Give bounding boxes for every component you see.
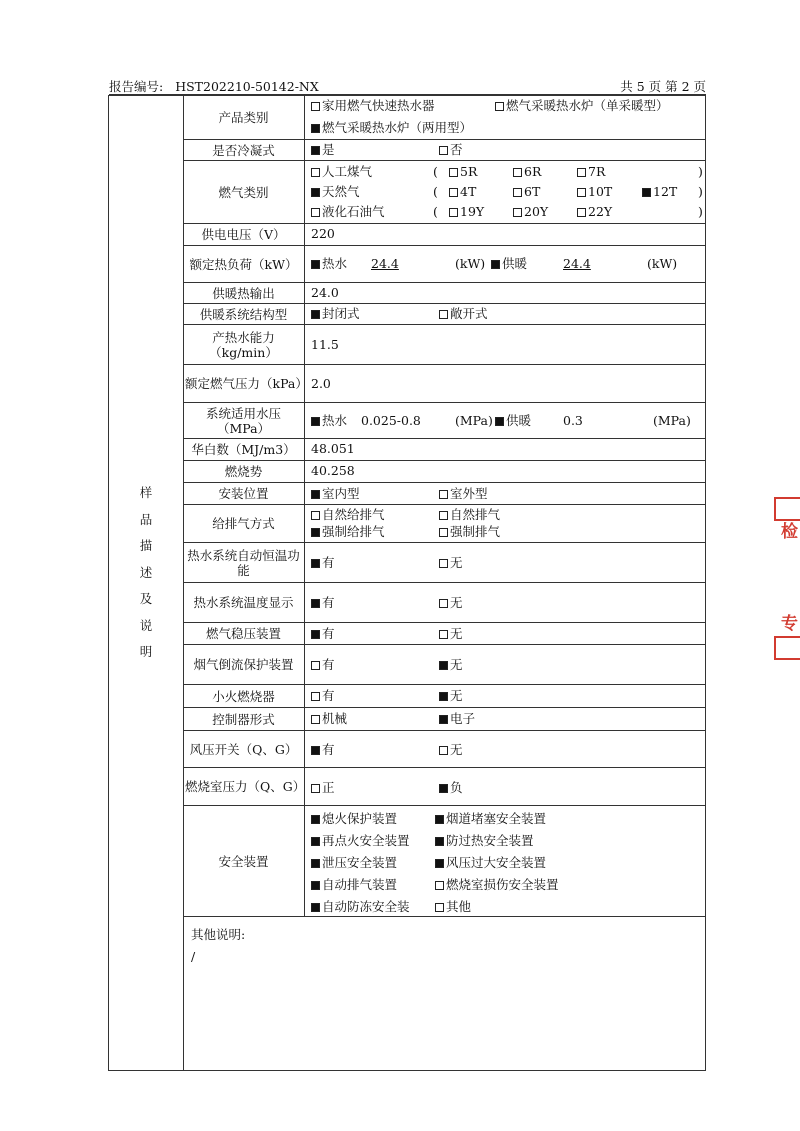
option-negative[interactable]: 负: [439, 780, 463, 796]
checkbox-unchecked-icon[interactable]: [311, 511, 320, 520]
option-artificial-gas[interactable]: 人工煤气: [311, 164, 372, 180]
option-no[interactable]: 无: [439, 742, 463, 758]
option-wind-overpressure[interactable]: 风压过大安全装置: [435, 855, 546, 871]
option-flameout-protection[interactable]: 熄火保护装置: [311, 811, 397, 827]
row-label: 安装位置: [183, 483, 305, 504]
row-backdraft-protection: [183, 645, 706, 685]
option-no[interactable]: 无: [439, 555, 463, 571]
option-hot-water[interactable]: 热水: [311, 413, 347, 429]
checkbox-unchecked-icon[interactable]: [495, 102, 504, 111]
heating-load-value: 24.4: [563, 256, 591, 271]
checkbox-unchecked-icon[interactable]: [577, 188, 586, 197]
row-combustion-potential: [183, 461, 706, 483]
heating-pressure-value: 0.3: [563, 413, 583, 428]
report-number-value: HST202210-50142-NX: [175, 79, 319, 94]
row-gas-type: [183, 161, 706, 224]
option-open[interactable]: 敞开式: [439, 306, 488, 322]
checkbox-unchecked-icon[interactable]: [311, 784, 320, 793]
option-outdoor[interactable]: 室外型: [439, 486, 488, 502]
checkbox-unchecked-icon[interactable]: [439, 559, 448, 568]
option-10t[interactable]: 10T: [577, 184, 612, 200]
row-label: 烟气倒流保护装置: [183, 645, 305, 684]
row-label: 燃烧势: [183, 461, 305, 482]
option-22y[interactable]: 22Y: [577, 204, 612, 220]
row-label: 额定燃气压力（kPa）: [183, 365, 305, 402]
checkbox-unchecked-icon[interactable]: [449, 188, 458, 197]
row-label: 燃气稳压装置: [183, 623, 305, 644]
checkbox-checked-icon[interactable]: [439, 784, 448, 793]
option-combi-boiler[interactable]: 燃气采暖热水炉（两用型）: [311, 120, 472, 136]
row-label: 系统适用水压（MPa）: [183, 403, 305, 438]
checkbox-checked-icon[interactable]: [311, 837, 320, 846]
row-safety-devices: [183, 806, 706, 917]
option-6r[interactable]: 6R: [513, 164, 541, 180]
row-wind-pressure-switch: [183, 731, 706, 768]
row-heat-load: [183, 246, 706, 283]
paren: ): [698, 164, 703, 179]
row-condensing: [183, 140, 706, 161]
row-flue-type: [183, 505, 706, 543]
row-temp-display: [183, 583, 706, 623]
row-label: 燃烧室压力（Q、G）: [183, 768, 305, 805]
option-yes[interactable]: 有: [311, 626, 335, 642]
row-label: 风压开关（Q、G）: [183, 731, 305, 767]
row-heating-output: [183, 283, 706, 304]
paren: ): [698, 184, 703, 199]
checkbox-unchecked-icon[interactable]: [439, 528, 448, 537]
row-label: 燃气类别: [183, 161, 305, 223]
checkbox-unchecked-icon[interactable]: [513, 188, 522, 197]
row-thermostat: [183, 543, 706, 583]
sidebar-char: 明: [139, 644, 153, 659]
sidebar-char: 样: [139, 485, 153, 500]
option-19y[interactable]: 19Y: [449, 204, 484, 220]
row-water-pressure: [183, 403, 706, 439]
option-natural-gas[interactable]: 天然气: [311, 184, 360, 200]
option-yes[interactable]: 有: [311, 555, 335, 571]
value: 48.051: [311, 441, 355, 456]
page-info: 共 5 页 第 2 页: [620, 79, 706, 94]
row-pilot-burner: [183, 685, 706, 708]
row-label: 产品类别: [183, 95, 305, 139]
checkbox-checked-icon[interactable]: [311, 903, 320, 912]
option-no[interactable]: 无: [439, 626, 463, 642]
checkbox-checked-icon[interactable]: [311, 146, 320, 155]
option-reignition[interactable]: 再点火安全装置: [311, 833, 410, 849]
sidebar-label: [108, 480, 184, 666]
row-label: 额定热负荷（kW）: [183, 246, 305, 282]
checkbox-unchecked-icon[interactable]: [439, 630, 448, 639]
option-yes[interactable]: 有: [311, 595, 335, 611]
unit: (MPa): [653, 413, 691, 428]
value: 40.258: [311, 463, 355, 478]
paren: (: [433, 184, 438, 199]
option-5r[interactable]: 5R: [449, 164, 477, 180]
checkbox-checked-icon[interactable]: [311, 599, 320, 608]
checkbox-checked-icon[interactable]: [311, 417, 320, 426]
page-header: [109, 77, 706, 93]
option-mechanical[interactable]: 机械: [311, 711, 347, 727]
option-pressure-relief[interactable]: 泄压安全装置: [311, 855, 397, 871]
stamp-char: 专: [781, 614, 798, 634]
hot-water-load-value: 24.4: [371, 256, 399, 271]
option-closed[interactable]: 封闭式: [311, 306, 360, 322]
option-other[interactable]: 其他: [435, 899, 471, 915]
value: 11.5: [311, 337, 339, 352]
option-forced-exhaust[interactable]: 强制排气: [439, 524, 500, 540]
checkbox-unchecked-icon[interactable]: [311, 168, 320, 177]
checkbox-checked-icon[interactable]: [311, 630, 320, 639]
checkbox-unchecked-icon[interactable]: [513, 208, 522, 217]
row-label: 是否冷凝式: [183, 140, 305, 160]
option-6t[interactable]: 6T: [513, 184, 540, 200]
option-gas-water-heater[interactable]: 家用燃气快速热水器: [311, 98, 435, 114]
row-hot-water-capacity: [183, 325, 706, 365]
checkbox-unchecked-icon[interactable]: [449, 208, 458, 217]
hot-water-pressure-value: 0.025-0.8: [361, 413, 421, 428]
checkbox-checked-icon[interactable]: [642, 188, 651, 197]
row-label: 热水系统温度显示: [183, 583, 305, 622]
checkbox-checked-icon[interactable]: [439, 661, 448, 670]
row-label: 安全装置: [183, 806, 305, 916]
row-controller-type: [183, 708, 706, 731]
option-positive[interactable]: 正: [311, 780, 335, 796]
option-natural-exhaust[interactable]: 自然排气: [439, 507, 500, 523]
checkbox-checked-icon[interactable]: [311, 528, 320, 537]
option-lpg[interactable]: 液化石油气: [311, 204, 385, 220]
stamp-char: 检: [781, 522, 798, 542]
option-no[interactable]: 无: [439, 595, 463, 611]
seal-stamp: [774, 497, 800, 660]
row-gas-pressure: [183, 365, 706, 403]
checkbox-checked-icon[interactable]: [495, 417, 504, 426]
checkbox-checked-icon[interactable]: [435, 815, 444, 824]
sidebar-char: 述: [139, 564, 153, 580]
checkbox-checked-icon[interactable]: [311, 260, 320, 269]
option-no[interactable]: 无: [439, 688, 463, 704]
option-natural-both[interactable]: 自然给排气: [311, 507, 385, 523]
sidebar-char: 品: [139, 511, 153, 527]
option-auto-venting[interactable]: 自动排气装置: [311, 877, 397, 893]
option-overheat[interactable]: 防过热安全装置: [435, 833, 534, 849]
row-product-category: [183, 95, 706, 140]
row-chamber-pressure: [183, 768, 706, 806]
checkbox-unchecked-icon[interactable]: [311, 715, 320, 724]
checkbox-checked-icon[interactable]: [311, 859, 320, 868]
option-electronic[interactable]: 电子: [439, 711, 475, 727]
checkbox-unchecked-icon[interactable]: [439, 599, 448, 608]
checkbox-unchecked-icon[interactable]: [311, 208, 320, 217]
row-label: 供暖系统结构型: [183, 304, 305, 324]
row-label: 给排气方式: [183, 505, 305, 542]
checkbox-unchecked-icon[interactable]: [449, 168, 458, 177]
checkbox-unchecked-icon[interactable]: [439, 511, 448, 520]
unit: (MPa): [455, 413, 493, 428]
other-notes: [183, 917, 706, 1071]
option-heating[interactable]: 供暖: [495, 413, 531, 429]
option-antifreeze[interactable]: 自动防冻安全装: [311, 899, 410, 915]
value: 24.0: [311, 285, 339, 300]
option-forced-both[interactable]: 强制给排气: [311, 524, 385, 540]
row-label: 华白数（MJ/m3）: [183, 439, 305, 460]
option-flue-blockage[interactable]: 烟道堵塞安全装置: [435, 811, 546, 827]
option-hot-water[interactable]: 热水: [311, 256, 347, 272]
row-label: 供电电压（V）: [183, 224, 305, 245]
row-install-location: [183, 483, 706, 505]
checkbox-checked-icon[interactable]: [311, 559, 320, 568]
unit: (kW): [647, 256, 678, 271]
row-label: 供暖热输出: [183, 283, 305, 303]
row-gas-stabilizer: [183, 623, 706, 645]
option-indoor[interactable]: 室内型: [311, 486, 360, 502]
checkbox-unchecked-icon[interactable]: [577, 208, 586, 217]
row-label: 产热水能力（kg/min）: [183, 325, 305, 364]
checkbox-unchecked-icon[interactable]: [311, 661, 320, 670]
checkbox-checked-icon[interactable]: [439, 715, 448, 724]
checkbox-checked-icon[interactable]: [311, 188, 320, 197]
checkbox-unchecked-icon[interactable]: [577, 168, 586, 177]
value: 2.0: [311, 376, 331, 391]
checkbox-checked-icon[interactable]: [435, 837, 444, 846]
checkbox-unchecked-icon[interactable]: [311, 102, 320, 111]
checkbox-unchecked-icon[interactable]: [513, 168, 522, 177]
checkbox-checked-icon[interactable]: [439, 692, 448, 701]
row-voltage: [183, 224, 706, 246]
option-20y[interactable]: 20Y: [513, 204, 548, 220]
sidebar-char: 描: [139, 538, 153, 553]
checkbox-checked-icon[interactable]: [435, 859, 444, 868]
report-number: [109, 77, 319, 95]
checkbox-checked-icon[interactable]: [311, 310, 320, 319]
paren: ): [698, 204, 703, 219]
row-label: 小火燃烧器: [183, 685, 305, 707]
other-notes-value: /: [191, 949, 196, 964]
paren: (: [433, 164, 438, 179]
row-label: 热水系统自动恒温功能: [183, 543, 305, 582]
option-heating[interactable]: 供暖: [491, 256, 527, 272]
option-chamber-damage[interactable]: 燃烧室损伤安全装置: [435, 877, 559, 893]
stamp-border-bottom: [774, 636, 800, 660]
checkbox-unchecked-icon[interactable]: [311, 692, 320, 701]
sidebar-char: 说: [139, 617, 153, 633]
checkbox-unchecked-icon[interactable]: [435, 881, 444, 890]
sidebar-char: 及: [139, 591, 153, 606]
checkbox-checked-icon[interactable]: [311, 815, 320, 824]
option-no[interactable]: 否: [439, 142, 463, 158]
option-yes[interactable]: 有: [311, 657, 335, 673]
value: 220: [311, 226, 335, 241]
option-yes[interactable]: 有: [311, 742, 335, 758]
checkbox-unchecked-icon[interactable]: [439, 146, 448, 155]
checkbox-unchecked-icon[interactable]: [439, 746, 448, 755]
option-yes[interactable]: 是: [311, 142, 335, 158]
report-number-label: 报告编号:: [109, 79, 164, 94]
row-wobbe-index: [183, 439, 706, 461]
option-4t[interactable]: 4T: [449, 184, 476, 200]
checkbox-checked-icon[interactable]: [311, 746, 320, 755]
checkbox-checked-icon[interactable]: [311, 490, 320, 499]
checkbox-unchecked-icon[interactable]: [435, 903, 444, 912]
other-notes-label: 其他说明:: [191, 927, 246, 942]
checkbox-unchecked-icon[interactable]: [439, 490, 448, 499]
checkbox-checked-icon[interactable]: [311, 881, 320, 890]
option-12t[interactable]: 12T: [642, 184, 677, 200]
option-no[interactable]: 无: [439, 657, 463, 673]
option-7r[interactable]: 7R: [577, 164, 605, 180]
checkbox-unchecked-icon[interactable]: [439, 310, 448, 319]
checkbox-checked-icon[interactable]: [311, 124, 320, 133]
row-label: 控制器形式: [183, 708, 305, 730]
option-heating-only[interactable]: 燃气采暖热水炉（单采暖型）: [495, 98, 669, 114]
checkbox-checked-icon[interactable]: [491, 260, 500, 269]
unit: (kW): [455, 256, 486, 271]
row-heating-structure: [183, 304, 706, 325]
option-yes[interactable]: 有: [311, 688, 335, 704]
paren: (: [433, 204, 438, 219]
